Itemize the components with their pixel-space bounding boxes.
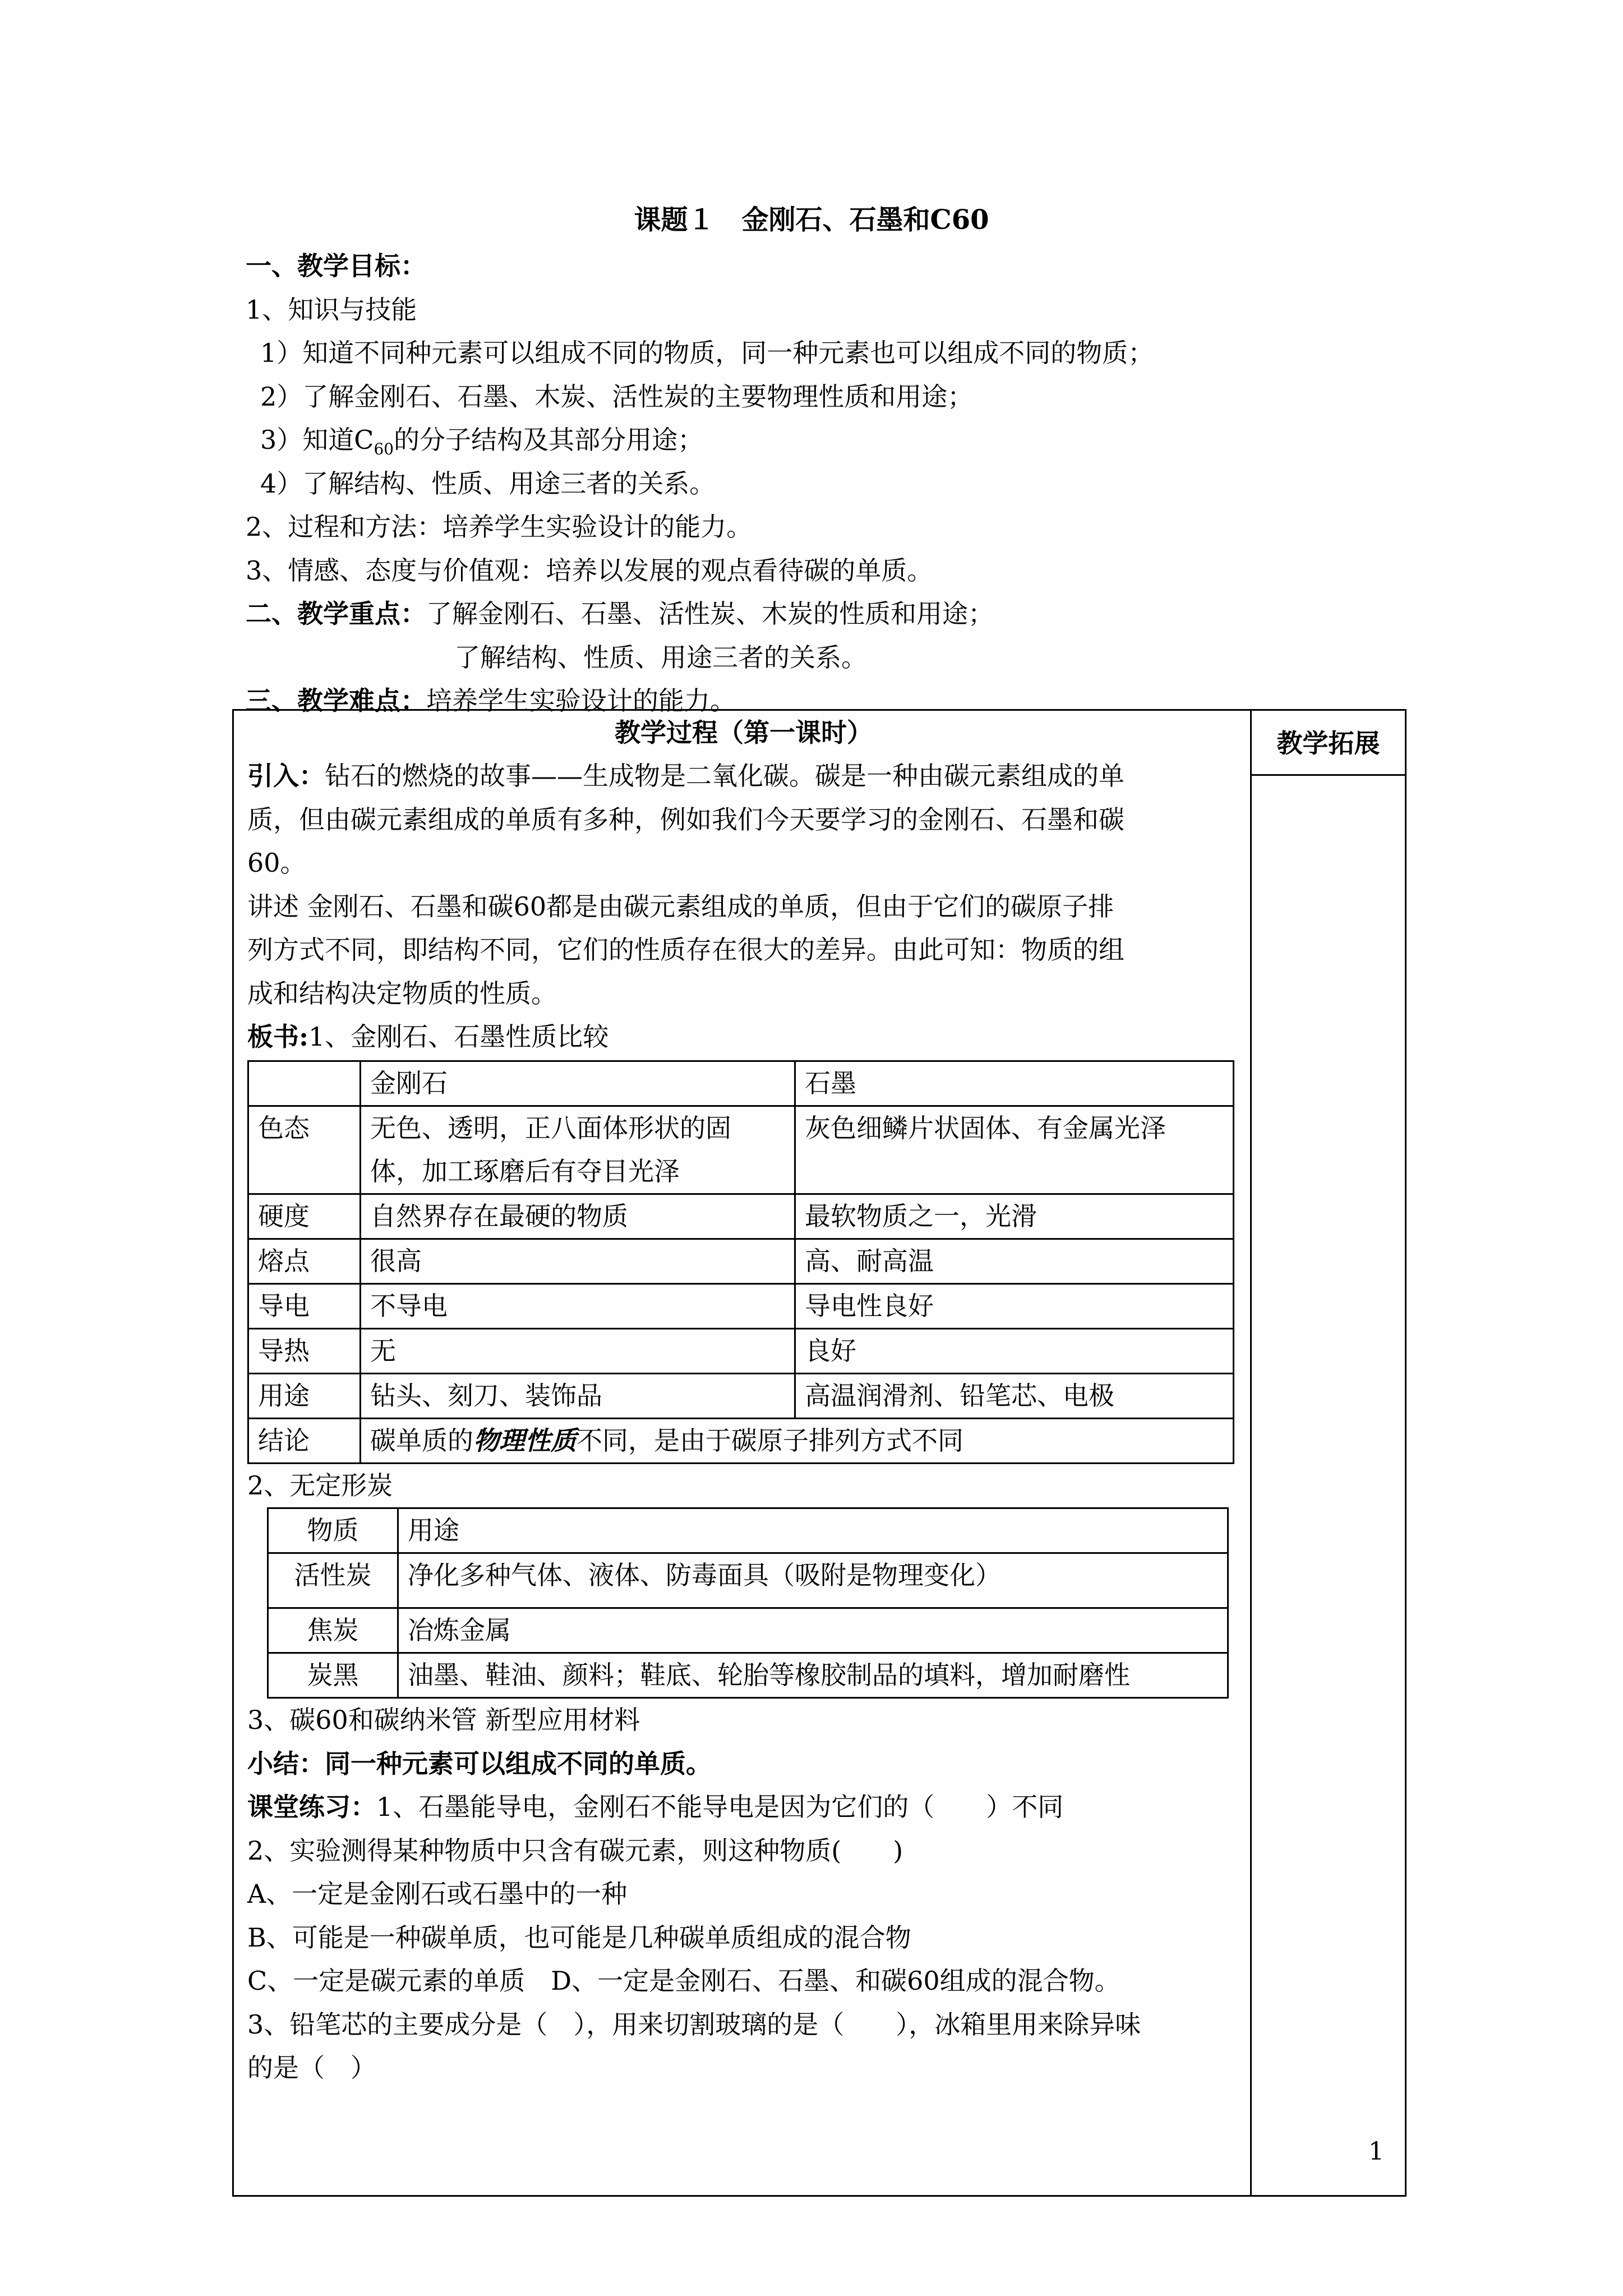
objectives-heading: 一、教学目标： [246,251,426,281]
compare-table [247,1060,1234,1464]
extension-heading: 教学拓展 [1252,711,1405,776]
prop-cell: 导电 [248,1283,361,1328]
graphite-cell: 灰色细鳞片状固体、有金属光泽 [795,1106,1234,1194]
diamond-cell: 无 [361,1328,795,1373]
process-heading: 教学过程（第一课时） [615,717,873,748]
prop-cell: 熔点 [248,1239,361,1283]
knowledge-item-3: 3）知道$C_{60}$的分子结构及其部分用途； [260,425,704,459]
table-header-row [268,1508,1228,1553]
intro-line-3: 60。 [247,848,306,878]
use-cell: 净化多种气体、液体、防毒面具（吸附是物理变化） [398,1553,1228,1608]
key-points: 二、教学重点：了解金刚石、石墨、活性炭、木炭的性质和用途； [246,599,994,629]
amorphous-carbon-table [267,1507,1229,1699]
table-header-cell [248,1061,361,1106]
summary-line: 小结：同一种元素可以组成不同的单质。 [247,1748,712,1779]
exercise-3-line-2: 的是（ ） [247,2053,376,2083]
difficulty: 三、教学难点：培养学生实验设计的能力。 [246,685,736,716]
knowledge-item-2: 2）了解金刚石、石墨、木炭、活性炭的主要物理性质和用途； [260,381,974,412]
key-points-line-2: 了解结构、性质、用途三者的关系。 [454,642,867,673]
table-header-row [248,1061,1234,1106]
process-method: 2、过程和方法：培养学生实验设计的能力。 [246,512,753,542]
table-header-cell: 用途 [398,1508,1228,1553]
use-cell: 油墨、鞋油、颜料；鞋底、轮胎等橡胶制品的填料，增加耐磨性 [398,1653,1228,1698]
knowledge-item-4: 4）了解结构、性质、用途三者的关系。 [260,468,716,499]
exercise-1: 课堂练习：1、石墨能导电，金刚石不能导电是因为它们的（ ）不同 [247,1792,1064,1822]
table-row [248,1283,1234,1328]
board-heading: 板书:1、金刚石、石墨性质比较 [247,1022,609,1052]
intro-line-2: 质，但由碳元素组成的单质有多种，例如我们今天要学习的金刚石、石墨和碳 [247,804,1124,835]
table-row [248,1239,1234,1283]
table-row [268,1553,1228,1608]
page-title: 课题１ 金刚石、石墨和C60 [634,204,989,236]
table-row [268,1608,1228,1653]
process-content [247,711,1240,2090]
graphite-cell: 高温润滑剂、铅笔芯、电极 [795,1373,1234,1418]
table-row [248,1328,1234,1373]
table-header-cell: 物质 [268,1508,398,1553]
substance-cell: 炭黑 [268,1653,398,1698]
emotion-attitude: 3、情感、态度与价值观：培养以发展的观点看待碳的单质。 [246,555,933,586]
conclusion-label: 结论 [248,1418,361,1463]
table-row [248,1106,1234,1194]
lecture-line-3: 成和结构决定物质的性质。 [247,978,557,1009]
knowledge-item-1: 1）知道不同种元素可以组成不同的物质，同一种元素也可以组成不同的物质； [260,338,1154,368]
diamond-cell: 很高 [361,1239,795,1283]
diamond-cell: 不导电 [361,1283,795,1328]
diamond-cell: 无色、透明，正八面体形状的固 体，加工琢磨后有夺目光泽 [361,1106,795,1194]
exercise-2-option-b: B、可能是一种碳单质，也可能是几种碳单质组成的混合物 [247,1922,911,1953]
conclusion-row [248,1418,1234,1463]
substance-cell: 焦炭 [268,1608,398,1653]
use-cell: 冶炼金属 [398,1608,1228,1653]
page-number: 1 [1368,2137,1384,2166]
graphite-cell: 最软物质之一，光滑 [795,1194,1234,1239]
intro-line-1: 引入：钻石的燃烧的故事——生成物是二氧化碳。碳是一种由碳元素组成的单 [247,761,1124,791]
table-row [248,1194,1234,1239]
table-row [268,1653,1228,1698]
prop-cell: 色态 [248,1106,361,1194]
exercise-3-line-1: 3、铅笔芯的主要成分是（ ），用来切割玻璃的是（ ），冰箱里用来除异味 [247,2009,1141,2040]
graphite-cell: 良好 [795,1328,1234,1373]
conclusion-cell: 碳单质的物理性质不同，是由于碳原子排列方式不同 [361,1418,1234,1463]
objectives-section [246,245,1423,723]
prop-cell: 硬度 [248,1194,361,1239]
table-header-cell: 金刚石 [361,1061,795,1106]
prop-cell: 用途 [248,1373,361,1418]
c60-line: 3、碳60和碳纳米管 新型应用材料 [247,1705,640,1735]
knowledge-heading: 1、知识与技能 [246,294,417,325]
column-divider [1250,711,1252,2195]
teaching-process-box [232,709,1407,2197]
lecture-line-1: 讲述 金刚石、石墨和碳60都是由碳元素组成的单质，但由于它们的碳原子排 [247,891,1114,922]
prop-cell: 导热 [248,1328,361,1373]
table-header-cell: 石墨 [795,1061,1234,1106]
exercise-2-option-a: A、一定是金刚石或石墨中的一种 [247,1879,628,1909]
graphite-cell: 导电性良好 [795,1283,1234,1328]
diamond-cell: 钻头、刻刀、装饰品 [361,1373,795,1418]
lecture-line-2: 列方式不同，即结构不同，它们的性质存在很大的差异。由此可知：物质的组 [247,935,1124,965]
table-row [248,1373,1234,1418]
exercise-2-option-cd: C、一定是碳元素的单质 D、一定是金刚石、石墨、和碳60组成的混合物。 [247,1966,1121,1996]
amorph-heading: 2、无定形炭 [247,1470,393,1501]
diamond-cell: 自然界存在最硬的物质 [361,1194,795,1239]
substance-cell: 活性炭 [268,1553,398,1608]
graphite-cell: 高、耐高温 [795,1239,1234,1283]
exercise-2: 2、实验测得某种物质中只含有碳元素，则这种物质( ) [247,1835,903,1866]
